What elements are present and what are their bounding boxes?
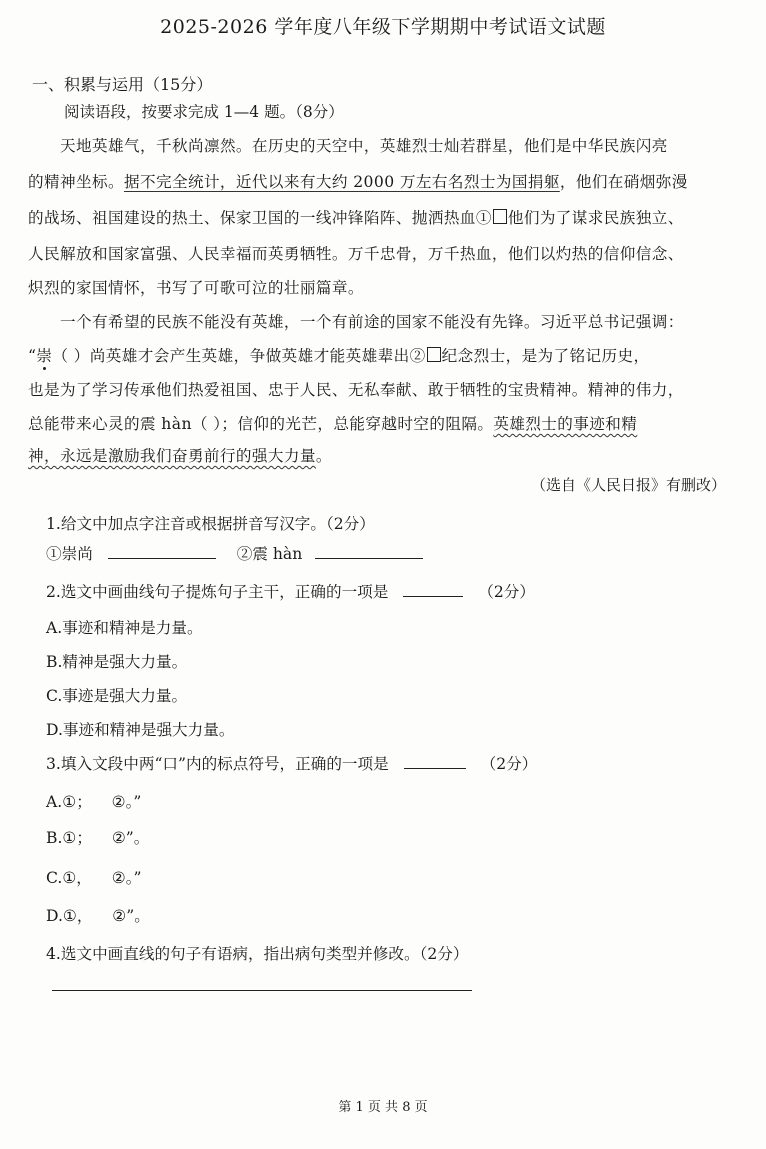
passage-text: （ ）尚英雄才会产生英雄，争做英雄才能英雄辈出② <box>52 347 426 365</box>
answer-blank-1[interactable] <box>108 544 216 559</box>
passage-text: 的精神坐标。 <box>28 173 124 191</box>
passage-line: 一个有希望的民族不能没有英雄，一个有前途的国家不能没有先锋。习近平总书记强调： <box>60 313 684 331</box>
passage-line <box>28 412 637 434</box>
blank-box-2 <box>427 347 441 362</box>
passage-text: 他们为了谋求民族独立、 <box>507 209 684 227</box>
passage-line: 也是为了学习传承他们热爱祖国、忠于人民、无私奉献、敢于牺牲的宝贵精神。精神的伟力， <box>28 381 684 399</box>
passage-text: 的战场、祖国建设的热土、保家卫国的一线冲锋陷阵、抛洒热血① <box>28 209 492 227</box>
q1-item-b: ②震 hàn <box>236 545 303 563</box>
question-2-text: 2.选文中画曲线句子提炼句子主干，正确的一项是 <box>46 583 389 601</box>
passage-text: 总能带来心灵的震 hàn（ ）；信仰的光芒，总能穿越时空的阻隔。 <box>28 415 494 433</box>
option-d: D.①， ②”。 <box>46 907 150 925</box>
option-d: D.事迹和精神是强大力量。 <box>46 721 235 739</box>
question-2 <box>46 580 535 602</box>
option-a: A.①； ②。” <box>46 793 142 811</box>
passage-line <box>28 170 688 192</box>
passage-text: “ <box>28 347 37 365</box>
option-c: C.①， ②。” <box>46 869 142 887</box>
passage-text: ，他们在硝烟弥漫 <box>559 173 688 191</box>
section-heading: 一、积累与运用（15分） <box>32 75 213 94</box>
passage-line <box>28 206 684 228</box>
option-b: B.①； ②”。 <box>46 829 150 847</box>
question-3 <box>46 752 537 774</box>
answer-blank-2[interactable] <box>315 544 423 559</box>
passage-line: 天地英雄气，千秋尚凛然。在历史的天空中，英雄烈士灿若群星，他们是中华民族闪亮 <box>60 137 668 155</box>
question-3-score: （2分） <box>480 755 538 773</box>
passage-text: 。 <box>315 447 332 465</box>
page-footer: 第 1 页 共 8 页 <box>338 1100 428 1115</box>
option-c: C.事迹是强大力量。 <box>46 687 188 705</box>
blank-box-1 <box>493 209 507 224</box>
passage-line <box>28 444 332 466</box>
passage-text: 纪念烈士，是为了铭记历史， <box>441 347 650 365</box>
question-1-items <box>46 542 423 564</box>
source-note: （选自《人民日报》有删改） <box>530 476 726 494</box>
question-2-score: （2分） <box>478 583 535 601</box>
passage-line: 炽烈的家国情怀，书写了可歌可泣的壮丽篇章。 <box>28 279 364 297</box>
passage-line <box>28 344 650 366</box>
page-title: 2025-2026 学年度八年级下学期期中考试语文试题 <box>160 16 606 38</box>
dotted-character: 崇 <box>36 347 53 365</box>
answer-blank-4[interactable] <box>404 754 466 769</box>
passage-line: 人民解放和国家富强、人民幸福而英勇牺牲。万千忠骨，万千热血，他们以灼热的信仰信念、 <box>28 245 684 263</box>
answer-line[interactable] <box>52 990 472 991</box>
question-4: 4.选文中画直线的句子有语病，指出病句类型并修改。（2分） <box>46 945 469 963</box>
section-intro: 阅读语段，按要求完成 1—4 题。（8分） <box>64 103 344 121</box>
straight-underlined-sentence: 据不完全统计，近代以来有大约 2000 万左右名烈士为国捐躯 <box>123 173 560 191</box>
q1-item-a: ①崇尚 <box>46 545 93 563</box>
option-b: B.精神是强大力量。 <box>46 653 188 671</box>
answer-blank-3[interactable] <box>403 582 463 597</box>
question-1: 1.给文中加点字注音或根据拼音写汉字。（2分） <box>46 515 375 533</box>
option-a: A.事迹和精神是力量。 <box>46 619 203 637</box>
question-3-text: 3.填入文段中两“口”内的标点符号，正确的一项是 <box>46 755 389 773</box>
wavy-underlined-sentence: 神，永远是激励我们奋勇前行的强大力量 <box>28 447 316 465</box>
wavy-underlined-sentence: 英雄烈士的事迹和精 <box>493 415 638 433</box>
